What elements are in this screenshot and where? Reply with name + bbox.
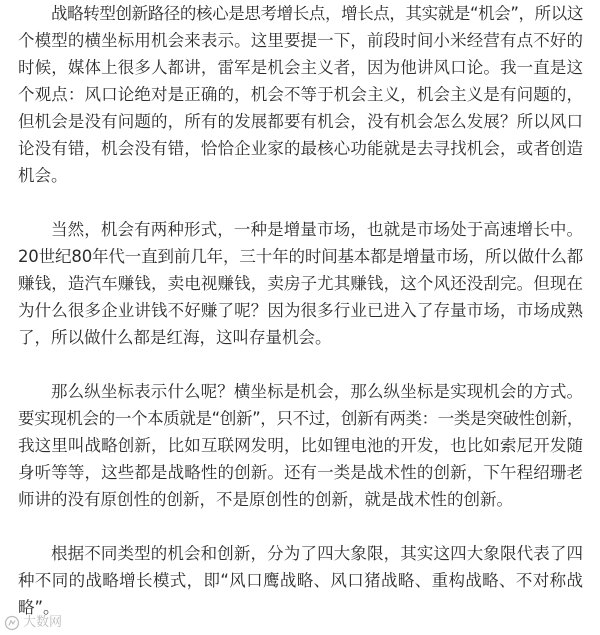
paragraph-line: 师讲的没有原创性的创新，不是原创性的创新，就是战术性的创新。 (18, 490, 513, 509)
paragraph-line: 身听等等，这些都是战略性的创新。还有一类是战术性的创新，下午程绍珊老 (18, 463, 583, 482)
paragraph-line: 战略转型创新路径的核心是思考增长点，增长点，其实就是“机会”，所以这 (51, 4, 583, 23)
paragraph-line: 略”。 (18, 598, 60, 617)
paragraph-line: 为什么很多企业讲钱不好赚了呢？因为很多行业已进入了存量市场，市场成熟 (18, 301, 583, 320)
paragraph-line: 根据不同类型的机会和创新，分为了四大象限，其实这四大象限代表了四 (51, 544, 583, 563)
paragraph-line: 论没有错，机会没有错，恰恰企业家的最核心功能就是去寻找机会，或者创造 (18, 139, 583, 158)
article-body (18, 0, 583, 621)
paragraph-line: 我这里叫战略创新，比如互联网发明，比如锂电池的开发，也比如索尼开发随 (18, 436, 583, 455)
watermark (4, 614, 62, 632)
paragraph-4 (18, 540, 583, 621)
watermark-logo-icon (4, 615, 20, 631)
paragraph-line: 要实现机会的一个本质就是“创新”，只不过，创新有两类：一类是突破性创新， (18, 409, 583, 428)
paragraph-line: 但机会是没有问题的，所有的发展都要有机会，没有机会怎么发展？所以风口 (18, 112, 583, 131)
paragraph-line: 时候，媒体上很多人都讲，雷军是机会主义者，因为他讲风口论。我一直是这 (18, 58, 583, 77)
paragraph-line: 赚钱，造汽车赚钱，卖电视赚钱，卖房子尤其赚钱，这个风还没刮完。但现在 (18, 274, 583, 293)
paragraph-line: 那么纵坐标表示什么呢？横坐标是机会，那么纵坐标是实现机会的方式。 (51, 382, 583, 401)
paragraph-line: 20世纪80年代一直到前几年，三十年的时间基本都是增量市场，所以做什么都 (18, 247, 583, 266)
paragraph-line: 个观点：风口论绝对是正确的，机会不等于机会主义，机会主义是有问题的， (18, 85, 583, 104)
paragraph-line: 机会。 (18, 166, 68, 185)
paragraph-line: 个模型的横坐标用机会来表示。这里要提一下，前段时间小米经营有点不好的 (18, 31, 583, 50)
paragraph-3 (18, 378, 583, 513)
paragraph-line: 当然，机会有两种形式，一种是增量市场，也就是市场处于高速增长中。 (51, 220, 583, 239)
paragraph-1 (18, 0, 583, 189)
watermark-text: 大数网 (23, 615, 63, 630)
paragraph-line: 种不同的战略增长模式，即“风口鹰战略、风口猪战略、重构战略、不对称战 (18, 571, 583, 590)
paragraph-line: 了，所以做什么都是红海，这叫存量机会。 (18, 328, 332, 347)
paragraph-2 (18, 216, 583, 351)
